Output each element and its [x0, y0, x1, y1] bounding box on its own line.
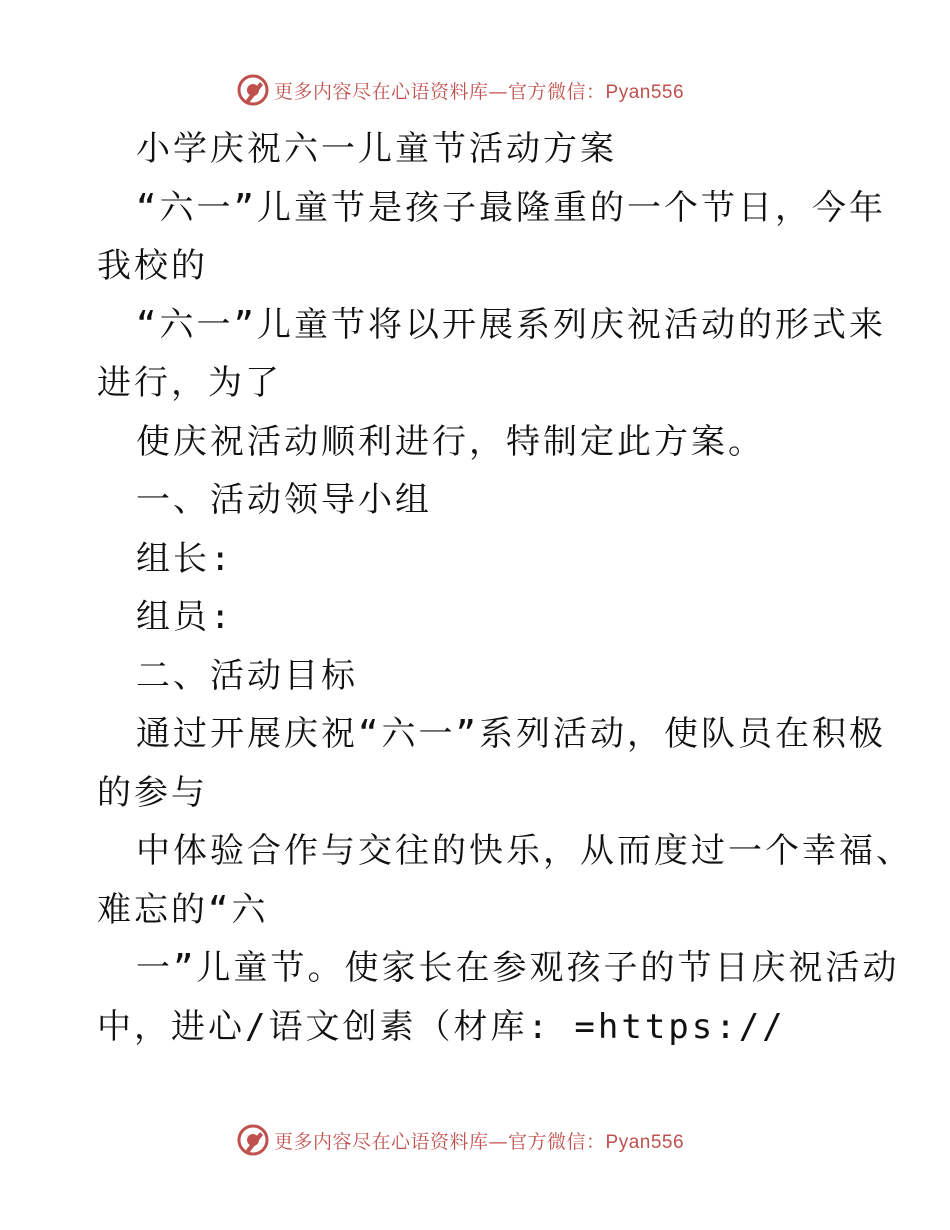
watermark-text: 更多内容尽在心语资料库—官方微信：Pyan556 [274, 80, 685, 103]
document-body [97, 120, 913, 1056]
paragraph-line: 的参与 [97, 772, 208, 813]
paragraph-line: 中体验合作与交往的快乐，从而度过一个幸福、 [136, 831, 913, 871]
member-field: 组员: [136, 597, 234, 637]
leader-field: 组长: [136, 538, 234, 579]
pen-logo-icon [236, 1123, 270, 1157]
paragraph-line: “六一”儿童节是孩子最隆重的一个节日，今年 [136, 187, 886, 228]
section-heading: 二、活动目标 [136, 655, 358, 696]
paragraph-line: 难忘的“六 [97, 889, 269, 930]
document-title: 小学庆祝六一儿童节活动方案 [136, 129, 617, 169]
footer-watermark [236, 1122, 684, 1158]
header-watermark [236, 72, 684, 108]
paragraph-line: 一”儿童节。使家长在参观孩子的节日庆祝活动 [136, 948, 900, 988]
paragraph-line: 我校的 [97, 246, 208, 286]
paragraph-line: 通过开展庆祝“六一”系列活动，使队员在积极 [136, 714, 886, 754]
paragraph-line: 中，进心/语文创素（材库: =https:// [97, 1006, 786, 1047]
paragraph-line: 使庆祝活动顺利进行，特制定此方案。 [136, 421, 765, 462]
paragraph-line: “六一”儿童节将以开展系列庆祝活动的形式来 [136, 304, 886, 345]
paragraph-line: 进行，为了 [97, 363, 282, 403]
watermark-text: 更多内容尽在心语资料库—官方微信：Pyan556 [274, 1130, 685, 1153]
pen-logo-icon [236, 73, 270, 107]
section-heading: 一、活动领导小组 [136, 480, 432, 520]
